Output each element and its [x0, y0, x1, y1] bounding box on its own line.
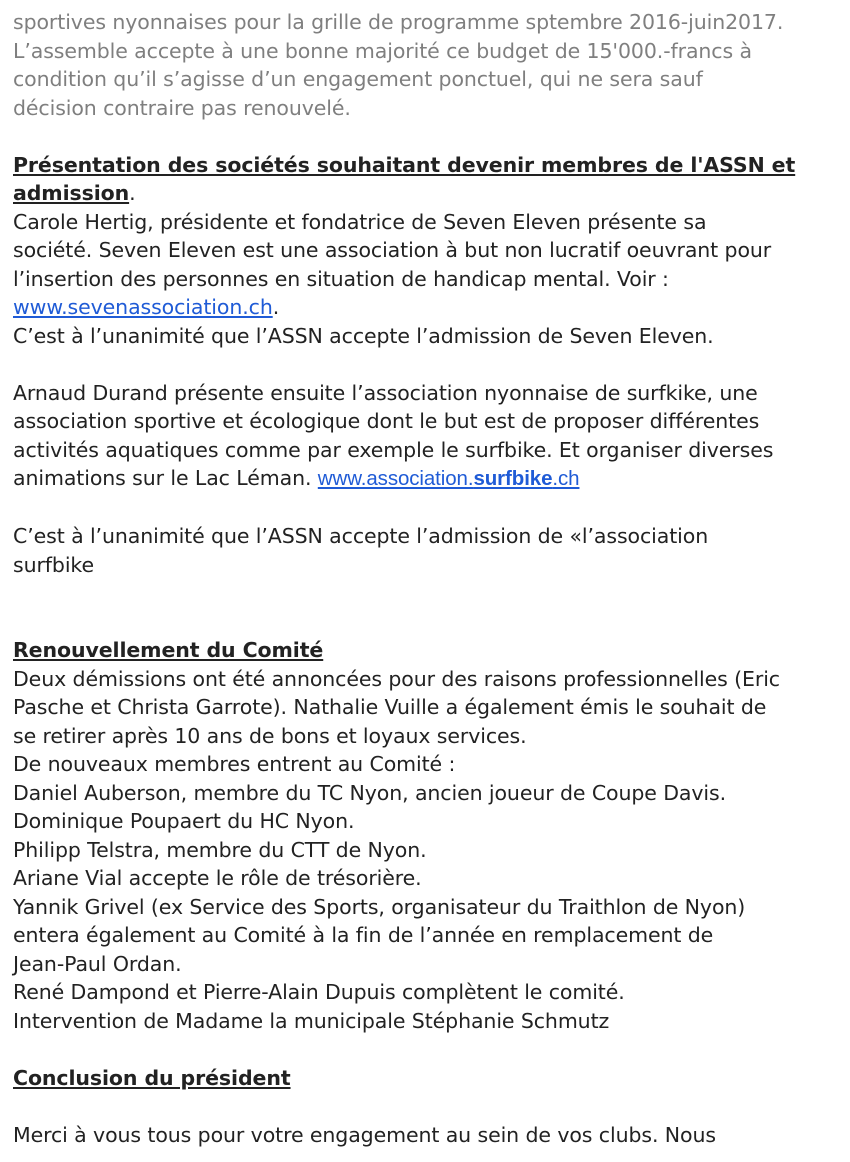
- text-line: Pasche et Christa Garrote). Nathalie Vuille a également émis le souhait de: [13, 695, 767, 719]
- text-line: sportives nyonnaises pour la grille de programme sptembre 2016-juin2017.: [13, 10, 784, 34]
- text-line: René Dampond et Pierre-Alain Dupuis complètent le comité.: [13, 980, 625, 1004]
- section-heading-conclusion: [13, 1064, 843, 1093]
- text-line: Jean-Paul Ordan.: [13, 951, 182, 976]
- link-punct: .: [272, 295, 280, 319]
- text-span: animations sur le Lac Léman.: [13, 466, 318, 490]
- text-line: C’est à l’unanimité que l’ASSN accepte l’admission de Seven Eleven.: [13, 323, 714, 348]
- text-line: Deux démissions ont été annoncées pour des raisons professionnelles (Eric: [13, 666, 780, 691]
- text-line: Intervention de Madame la municipale Stéphanie Schmutz: [13, 1008, 610, 1033]
- text-line: Philipp Telstra, membre du CTT de Nyon.: [13, 837, 427, 862]
- text-line: l’insertion des personnes en situation de handicap mental. Voir :: [13, 266, 669, 291]
- text-line: Yannik Grivel (ex Service des Sports, organisateur du Traithlon de Nyon): [13, 894, 746, 919]
- text-line: Dominique Poupaert du HC Nyon.: [13, 809, 355, 833]
- link-part: www.association.: [317, 467, 474, 490]
- text-line: condition qu’il s’agisse d’un engagement ponctuel, qui ne sera sauf: [13, 67, 703, 91]
- text-line: [13, 464, 843, 494]
- section-comite: [13, 636, 843, 1035]
- text-line: [13, 293, 843, 322]
- text-line: L’assemble accepte à une bonne majorité ce budget de 15'000.-francs à: [13, 38, 752, 63]
- text-line: activités aquatiques comme par exemple le surfbike. Et organiser diverses: [13, 437, 774, 462]
- section-heading-admission: [13, 151, 843, 180]
- text-line: Merci à vous tous pour votre engagement au sein de vos clubs. Nous: [13, 1122, 716, 1147]
- document-page: [13, 8, 843, 1149]
- heading-text: Présentation des sociétés souhaitant devenir membres de l'ASSN et: [13, 152, 796, 177]
- text-line: association sportive et écologique dont le but est de proposer différentes: [13, 409, 760, 433]
- section-heading-admission-cont: [13, 179, 843, 208]
- text-line: entera également au Comité à la fin de l’année en remplacement de: [13, 923, 714, 947]
- text-line: C’est à l’unanimité que l’ASSN accepte l’admission de «l’association: [13, 524, 709, 548]
- section-admission: [13, 151, 843, 580]
- text-line: Daniel Auberson, membre du TC Nyon, ancien joueur de Coupe Davis.: [13, 780, 726, 805]
- link-part: .ch: [552, 467, 580, 490]
- text-line: société. Seven Eleven est une association à but non lucratif oeuvrant pour: [13, 238, 772, 262]
- heading-text: Renouvellement du Comité: [13, 638, 324, 662]
- text-line: Arnaud Durand présente ensuite l’association nyonnaise de surfkike, une: [13, 380, 758, 405]
- text-line: se retirer après 10 ans de bons et loyaux services.: [13, 723, 527, 748]
- text-line: Carole Hertig, présidente et fondatrice de Seven Eleven présente sa: [13, 209, 707, 234]
- link-part-bold: surfbike: [473, 467, 553, 490]
- text-line: Ariane Vial accepte le rôle de trésorière.: [13, 866, 422, 890]
- text-line: surfbike: [13, 552, 94, 577]
- heading-punct: .: [129, 181, 136, 205]
- seven-association-link[interactable]: www.sevenassociation.ch: [13, 295, 273, 319]
- text-line: décision contraire pas renouvelé.: [13, 95, 351, 120]
- surfbike-link[interactable]: [318, 467, 580, 490]
- intro-paragraph: [13, 8, 843, 122]
- section-conclusion: [13, 1064, 843, 1150]
- text-line: De nouveaux membres entrent au Comité :: [13, 752, 456, 776]
- section-heading-comite: [13, 636, 843, 665]
- heading-text: admission: [13, 181, 130, 205]
- heading-text: Conclusion du président: [13, 1065, 291, 1090]
